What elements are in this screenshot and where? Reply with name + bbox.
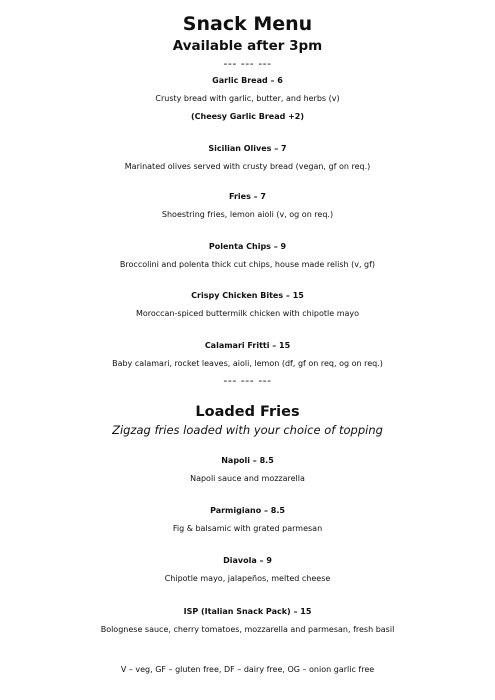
divider-middle: --- --- --- (223, 374, 272, 387)
item-name: Parmigiano – 8.5 (210, 506, 285, 515)
menu-title: Snack Menu (182, 13, 313, 35)
loaded-item-napoli (0, 452, 495, 488)
menu-item-sicilian-olives (0, 140, 495, 176)
item-description: Crusty bread with garlic, butter, and herbs (v) (155, 94, 340, 103)
item-name: Diavola – 9 (223, 556, 272, 565)
item-description: Broccolini and polenta thick cut chips, house made relish (v, gf) (119, 260, 376, 269)
item-name: Crispy Chicken Bites – 15 (191, 291, 304, 300)
item-name: Polenta Chips – 9 (208, 242, 287, 251)
item-name: Calamari Fritti – 15 (204, 341, 291, 350)
item-name: Garlic Bread – 6 (212, 76, 283, 85)
divider-top: --- --- --- (223, 57, 272, 70)
item-extra: (Cheesy Garlic Bread +2) (190, 112, 305, 121)
item-name: Napoli – 8.5 (221, 456, 274, 465)
item-description: Napoli sauce and mozzarella (190, 474, 305, 483)
item-description: Baby calamari, rocket leaves, aioli, lemon (df, gf on req, og on req.) (112, 359, 383, 368)
loaded-fries-header (0, 402, 495, 438)
item-name: Sicilian Olives – 7 (208, 144, 287, 153)
item-description: Chipotle mayo, jalapeños, melted cheese (164, 574, 331, 583)
menu-item-garlic-bread (0, 72, 495, 126)
loaded-item-diavola (0, 552, 495, 588)
menu-subtitle: Available after 3pm (172, 38, 323, 54)
menu-item-polenta-chips (0, 238, 495, 274)
menu-item-fries (0, 188, 495, 224)
item-description: Shoestring fries, lemon aioli (v, og on req.) (161, 210, 334, 219)
item-name: Fries – 7 (229, 192, 266, 201)
loaded-item-parmigiano (0, 502, 495, 538)
item-description: Moroccan-spiced buttermilk chicken with chipotle mayo (135, 309, 360, 318)
item-description: Fig & balsamic with grated parmesan (172, 524, 323, 533)
item-description: Marinated olives served with crusty bread (vegan, gf on req.) (124, 162, 371, 171)
item-description: Bolognese sauce, cherry tomatoes, mozzarella and parmesan, fresh basil (100, 625, 395, 634)
loaded-fries-title: Loaded Fries (195, 404, 300, 420)
dietary-legend: V – veg, GF – gluten free, DF – dairy free, OG – onion garlic free (120, 665, 375, 674)
loaded-fries-subtitle: Zigzag fries loaded with your choice of topping (112, 423, 383, 437)
menu-item-calamari-fritti (0, 337, 495, 373)
loaded-item-isp (0, 603, 495, 639)
item-name: ISP (Italian Snack Pack) – 15 (183, 607, 312, 616)
menu-item-crispy-chicken-bites (0, 287, 495, 323)
